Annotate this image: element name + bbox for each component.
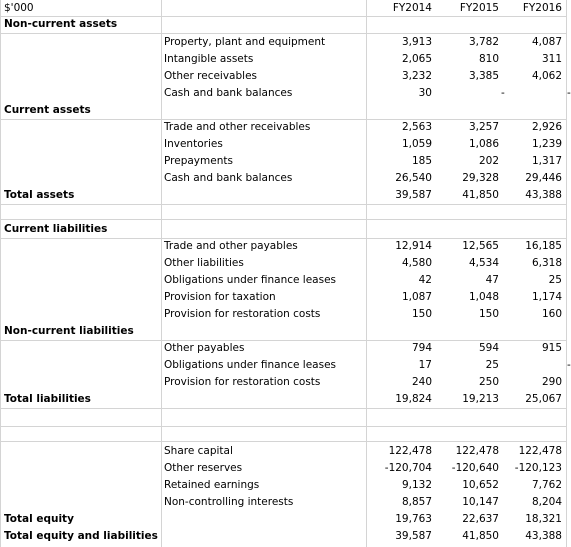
line-item-row (0, 119, 567, 136)
value-cell: 2,926 (531, 121, 562, 133)
value-cell: 41,850 (462, 189, 499, 201)
value-cell: 43,388 (525, 530, 562, 542)
item-label: Cash and bank balances (164, 87, 293, 99)
value-cell: 1,086 (468, 138, 499, 150)
value-cell: 2,563 (401, 121, 432, 133)
item-label: Cash and bank balances (164, 172, 293, 184)
line-item-row (0, 34, 567, 51)
value-cell: 122,478 (388, 445, 432, 457)
value-cell: 30 (418, 87, 432, 99)
line-item-row (0, 306, 567, 323)
empty-value: - (501, 87, 505, 99)
value-cell: 39,587 (395, 530, 432, 542)
value-cell: 594 (478, 342, 499, 354)
value-cell: 915 (541, 342, 562, 354)
item-label: Inventories (164, 138, 223, 150)
section-label: Non-current assets (4, 18, 118, 30)
item-label: Obligations under finance leases (164, 274, 337, 286)
value-cell: 19,213 (462, 393, 499, 405)
grid-line (0, 219, 567, 220)
value-cell: 290 (541, 376, 562, 388)
value-cell: 311 (541, 53, 562, 65)
value-cell: 25 (548, 274, 562, 286)
value-cell: 3,782 (468, 36, 499, 48)
empty-value: - (567, 359, 571, 371)
section-row (0, 323, 567, 340)
value-cell: 3,913 (401, 36, 432, 48)
value-cell: 26,540 (395, 172, 432, 184)
section-label: Current liabilities (4, 223, 108, 235)
value-cell: 1,048 (468, 291, 499, 303)
value-cell: 18,321 (525, 513, 562, 525)
value-cell: 1,059 (401, 138, 432, 150)
value-cell: 150 (478, 308, 499, 320)
value-cell: -120,123 (514, 462, 562, 474)
section-row (0, 102, 567, 119)
item-label: Intangible assets (164, 53, 254, 65)
unit-label: $'000 (4, 2, 34, 14)
value-cell: 17 (418, 359, 432, 371)
year-header: FY2016 (522, 2, 562, 14)
line-item-row (0, 460, 567, 477)
value-cell: 16,185 (525, 240, 562, 252)
value-cell: 250 (478, 376, 499, 388)
value-cell: 4,534 (468, 257, 499, 269)
header-row (0, 0, 567, 17)
grid-line (0, 426, 567, 427)
value-cell: 1,087 (401, 291, 432, 303)
value-cell: 1,174 (531, 291, 562, 303)
total-label: Total assets (4, 189, 75, 201)
value-cell: 9,132 (401, 479, 432, 491)
value-cell: 185 (411, 155, 432, 167)
value-cell: -120,704 (384, 462, 432, 474)
total-row (0, 391, 567, 408)
value-cell: 47 (485, 274, 499, 286)
section-row (0, 16, 567, 33)
value-cell: 19,763 (395, 513, 432, 525)
line-item-row (0, 153, 567, 170)
value-cell: 10,652 (462, 479, 499, 491)
item-label: Retained earnings (164, 479, 260, 491)
item-label: Provision for taxation (164, 291, 276, 303)
value-cell: 39,587 (395, 189, 432, 201)
value-cell: 29,328 (462, 172, 499, 184)
year-header: FY2014 (392, 2, 432, 14)
value-cell: 4,062 (531, 70, 562, 82)
line-item-row (0, 85, 571, 102)
item-label: Prepayments (164, 155, 233, 167)
line-item-row (0, 255, 567, 272)
total-label: Total equity and liabilities (4, 530, 158, 542)
value-cell: 12,565 (462, 240, 499, 252)
line-item-row (0, 443, 567, 460)
line-item-row (0, 136, 567, 153)
line-item-row (0, 51, 567, 68)
value-cell: 8,857 (401, 496, 432, 508)
line-item-row (0, 68, 567, 85)
value-cell: 2,065 (401, 53, 432, 65)
value-cell: 4,087 (531, 36, 562, 48)
value-cell: 22,637 (462, 513, 499, 525)
value-cell: 202 (478, 155, 499, 167)
line-item-row (0, 494, 567, 511)
line-item-row (0, 272, 567, 289)
item-label: Share capital (164, 445, 233, 457)
line-item-row (0, 477, 567, 494)
value-cell: 122,478 (518, 445, 562, 457)
value-cell: 42 (418, 274, 432, 286)
value-cell: 1,317 (531, 155, 562, 167)
grid-line (0, 441, 567, 442)
total-label: Total liabilities (4, 393, 91, 405)
value-cell: 4,580 (401, 257, 432, 269)
line-item-row (0, 340, 567, 357)
item-label: Provision for restoration costs (164, 308, 321, 320)
value-cell: 10,147 (462, 496, 499, 508)
total-row (0, 528, 567, 545)
item-label: Trade and other receivables (164, 121, 311, 133)
line-item-row (0, 289, 567, 306)
section-row (0, 221, 567, 238)
item-label: Non-controlling interests (164, 496, 294, 508)
value-cell: 3,257 (468, 121, 499, 133)
empty-value: - (567, 87, 571, 99)
item-label: Other liabilities (164, 257, 244, 269)
item-label: Trade and other payables (164, 240, 298, 252)
line-item-row (0, 357, 571, 374)
value-cell: -120,640 (451, 462, 499, 474)
value-cell: 7,762 (531, 479, 562, 491)
value-cell: 6,318 (531, 257, 562, 269)
section-label: Non-current liabilities (4, 325, 134, 337)
value-cell: 8,204 (531, 496, 562, 508)
item-label: Other reserves (164, 462, 243, 474)
line-item-row (0, 374, 567, 391)
year-header: FY2015 (459, 2, 499, 14)
value-cell: 1,239 (531, 138, 562, 150)
item-label: Other payables (164, 342, 245, 354)
line-item-row (0, 170, 567, 187)
item-label: Provision for restoration costs (164, 376, 321, 388)
item-label: Other receivables (164, 70, 258, 82)
value-cell: 810 (478, 53, 499, 65)
value-cell: 19,824 (395, 393, 432, 405)
value-cell: 160 (541, 308, 562, 320)
total-label: Total equity (4, 513, 74, 525)
value-cell: 25,067 (525, 393, 562, 405)
item-label: Obligations under finance leases (164, 359, 337, 371)
item-label: Property, plant and equipment (164, 36, 326, 48)
value-cell: 25 (485, 359, 499, 371)
line-item-row (0, 238, 567, 255)
value-cell: 150 (411, 308, 432, 320)
grid-line (0, 204, 567, 205)
grid-line (0, 408, 567, 409)
section-label: Current assets (4, 104, 91, 116)
value-cell: 29,446 (525, 172, 562, 184)
value-cell: 3,232 (401, 70, 432, 82)
value-cell: 794 (411, 342, 432, 354)
total-row (0, 511, 567, 528)
value-cell: 41,850 (462, 530, 499, 542)
value-cell: 240 (411, 376, 432, 388)
total-row (0, 187, 567, 204)
value-cell: 3,385 (468, 70, 499, 82)
value-cell: 43,388 (525, 189, 562, 201)
value-cell: 122,478 (455, 445, 499, 457)
value-cell: 12,914 (395, 240, 432, 252)
